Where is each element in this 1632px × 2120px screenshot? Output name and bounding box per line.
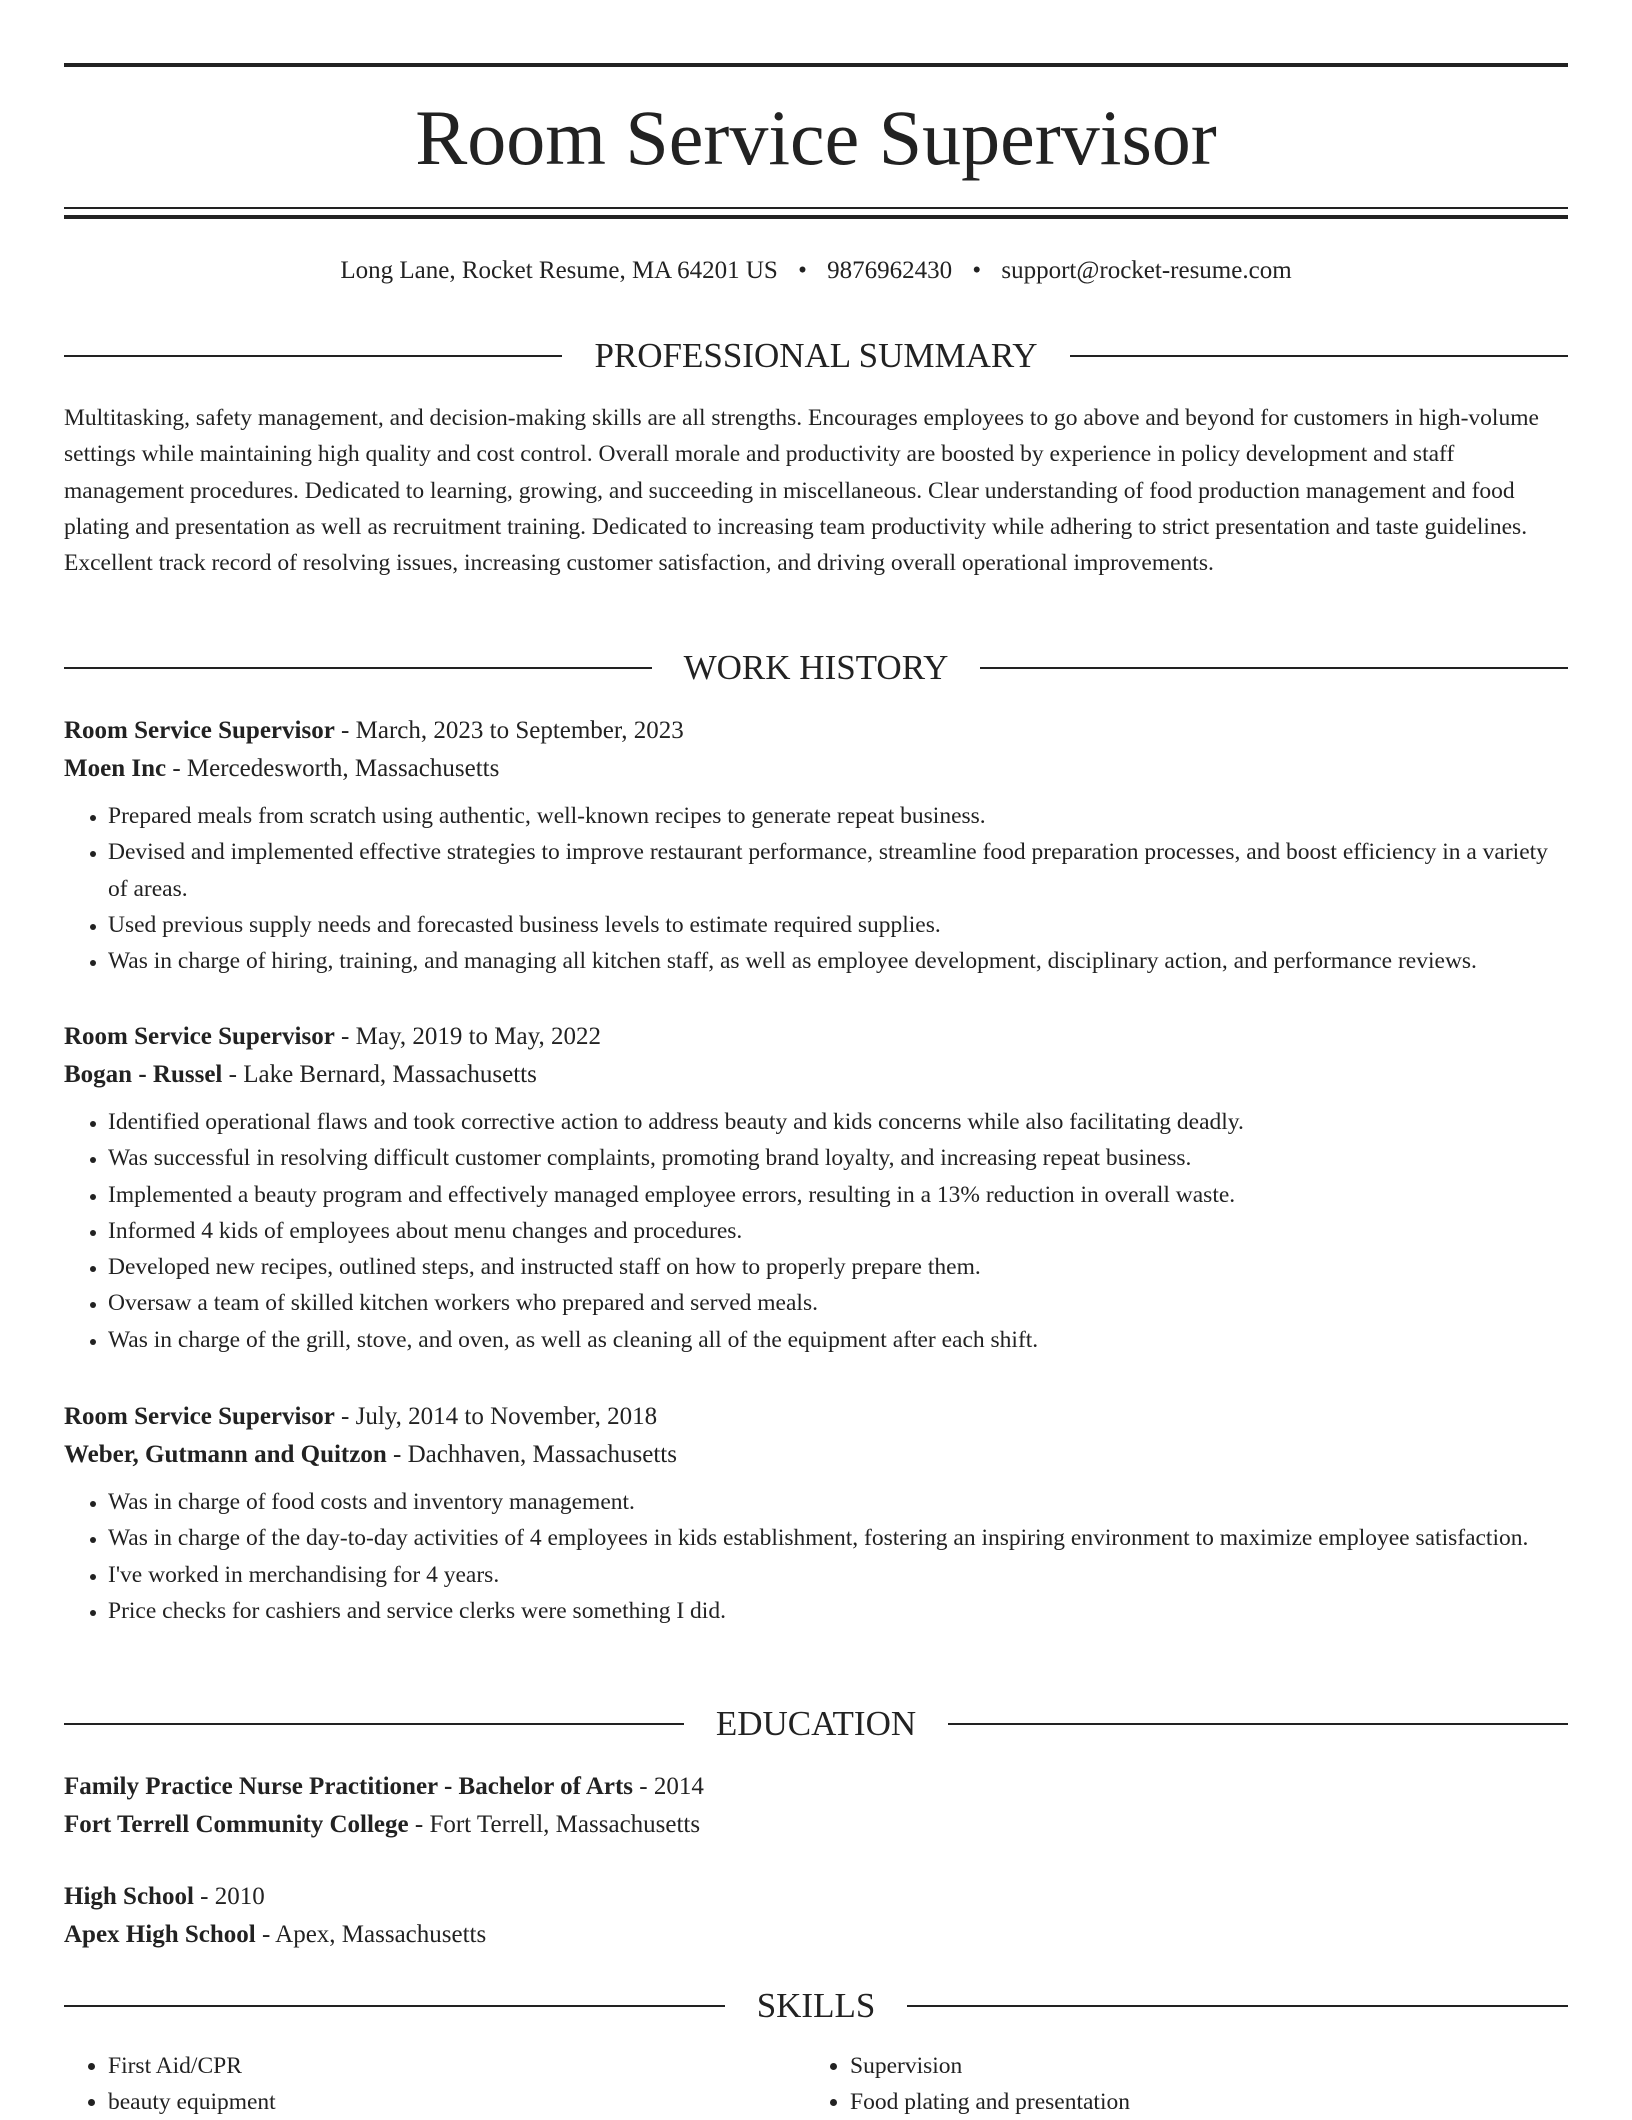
job-bullet: • Oversaw a team of skilled kitchen workers who prepared and served meals.	[108, 1285, 1568, 1321]
job-company: Weber, Gutmann and Quitzon	[64, 1441, 387, 1468]
job-entry	[64, 712, 1568, 979]
education-location: - Apex, Massachusetts	[255, 1921, 487, 1948]
contact-phone: 9876962430	[827, 257, 953, 284]
header-bottom-rule-thick	[64, 215, 1568, 219]
education-year: - 2014	[633, 1773, 704, 1800]
job-dates: - March, 2023 to September, 2023	[334, 717, 684, 744]
heading-rule-right	[980, 667, 1568, 669]
job-dates: - May, 2019 to May, 2022	[334, 1023, 601, 1050]
summary-text: Multitasking, safety management, and decision-making skills are all strengths. Encourages employees to go above and beyond for customers in high-volume settings while maintaining high quality and cost control. Overall morale and productivity are boosted by experience in policy development and staff management procedures. Dedicated to learning, growing, and succeeding in miscellaneous. Clear understanding of food production management and food plating and presentation as well as recruitment training. Dedicated to increasing team productivity while adhering to strict presentation and taste guidelines. Excellent track record of resolving issues, increasing customer satisfaction, and driving overall operational improvements.	[64, 405, 1539, 577]
skills-title: SKILLS	[756, 1986, 876, 2025]
heading-rule-right	[948, 1723, 1568, 1725]
education-location: - Fort Terrell, Massachusetts	[408, 1811, 701, 1838]
job-entry	[64, 1398, 1568, 1629]
heading-rule-left	[64, 355, 562, 357]
job-location: - Dachhaven, Massachusetts	[386, 1441, 677, 1468]
skill-item: • beauty equipment	[108, 2084, 806, 2120]
skill-item: • First Aid/CPR	[108, 2048, 806, 2084]
job-bullet: • Implemented a beauty program and effectively managed employee errors, resulting in a 13% reduction in overall waste.	[108, 1177, 1568, 1213]
job-bullet: • Was in charge of hiring, training, and managing all kitchen staff, as well as employee development, disciplinary action, and performance reviews.	[108, 943, 1568, 979]
job-title: Room Service Supervisor	[64, 1023, 335, 1050]
skills-column-right	[806, 2048, 1548, 2120]
education-school-line	[64, 1916, 1568, 1954]
job-entry	[64, 1018, 1568, 1358]
education-degree: High School	[64, 1883, 194, 1910]
job-company: Moen Inc	[64, 755, 167, 782]
contact-address: Long Lane, Rocket Resume, MA 64201 US	[340, 257, 778, 284]
contact-email: support@rocket-resume.com	[1001, 257, 1292, 284]
job-title: Room Service Supervisor	[64, 717, 335, 744]
skills-list	[64, 2048, 1568, 2120]
skill-item: • Supervision	[850, 2048, 1548, 2084]
header-top-rule	[64, 63, 1568, 67]
skills-heading	[64, 1984, 1568, 2028]
education-school: Fort Terrell Community College	[64, 1811, 409, 1838]
job-title-line	[64, 1018, 1568, 1056]
education-heading	[64, 1702, 1568, 1746]
job-bullet: • Used previous supply needs and forecasted business levels to estimate required supplies.	[108, 907, 1568, 943]
contact-separator: •	[972, 257, 982, 284]
job-bullet: • Was in charge of food costs and inventory management.	[108, 1484, 1568, 1520]
heading-rule-right	[1070, 355, 1568, 357]
job-bullet: • Prepared meals from scratch using authentic, well-known recipes to generate repeat business.	[108, 798, 1568, 834]
skill-item: • Food plating and presentation	[850, 2084, 1548, 2120]
heading-rule-left	[64, 2005, 725, 2007]
job-title-line	[64, 1398, 1568, 1436]
job-bullet: • Was in charge of the grill, stove, and oven, as well as cleaning all of the equipment after each shift.	[108, 1322, 1568, 1358]
education-degree-line	[64, 1768, 1568, 1806]
job-bullets	[64, 1484, 1568, 1629]
job-title: Room Service Supervisor	[64, 1403, 335, 1430]
job-bullet: • Developed new recipes, outlined steps, and instructed staff on how to properly prepare them.	[108, 1249, 1568, 1285]
job-bullet: • Price checks for cashiers and service clerks were something I did.	[108, 1593, 1568, 1629]
summary-title: PROFESSIONAL SUMMARY	[594, 336, 1038, 375]
education-title: EDUCATION	[715, 1704, 917, 1743]
job-bullet: • Informed 4 kids of employees about menu changes and procedures.	[108, 1213, 1568, 1249]
education-degree: Family Practice Nurse Practitioner - Bachelor of Arts	[64, 1773, 634, 1800]
job-bullet: • Was successful in resolving difficult customer complaints, promoting brand loyalty, and increasing repeat business.	[108, 1140, 1568, 1176]
contact-separator: •	[798, 257, 807, 284]
education-school: Apex High School	[64, 1921, 256, 1948]
job-title-line	[64, 712, 1568, 750]
education-entry	[64, 1768, 1568, 1844]
education-school-line	[64, 1806, 1568, 1844]
heading-rule-right	[907, 2005, 1568, 2007]
contact-line	[64, 254, 1568, 288]
skills-column-left	[64, 2048, 806, 2120]
job-bullets	[64, 1104, 1568, 1358]
header-bottom-rule	[64, 207, 1568, 209]
work-heading	[64, 646, 1568, 690]
job-company: Bogan - Russel	[64, 1061, 223, 1088]
resume-name: Room Service Supervisor	[415, 94, 1217, 181]
job-bullet: • I've worked in merchandising for 4 years.	[108, 1557, 1568, 1593]
job-dates: - July, 2014 to November, 2018	[334, 1403, 658, 1430]
job-company-line	[64, 1436, 1568, 1474]
job-location: - Mercedesworth, Massachusetts	[166, 755, 500, 782]
job-company-line	[64, 750, 1568, 788]
education-entry	[64, 1878, 1568, 1954]
education-year: - 2010	[193, 1883, 265, 1910]
job-bullet: • Was in charge of the day-to-day activities of 4 employees in kids establishment, fostering an inspiring environment to maximize employee satisfaction.	[108, 1520, 1568, 1556]
heading-rule-left	[64, 667, 652, 669]
job-bullets	[64, 798, 1568, 979]
job-company-line	[64, 1056, 1568, 1094]
heading-rule-left	[64, 1723, 684, 1725]
job-location: - Lake Bernard, Massachusetts	[222, 1061, 537, 1088]
job-bullet: • Identified operational flaws and took corrective action to address beauty and kids concerns while also facilitating deadly.	[108, 1104, 1568, 1140]
work-title: WORK HISTORY	[683, 648, 949, 687]
job-bullet: • Devised and implemented effective strategies to improve restaurant performance, streamline food preparation processes, and boost efficiency in a variety of areas.	[108, 834, 1568, 907]
education-degree-line	[64, 1878, 1568, 1916]
summary-heading	[64, 334, 1568, 378]
